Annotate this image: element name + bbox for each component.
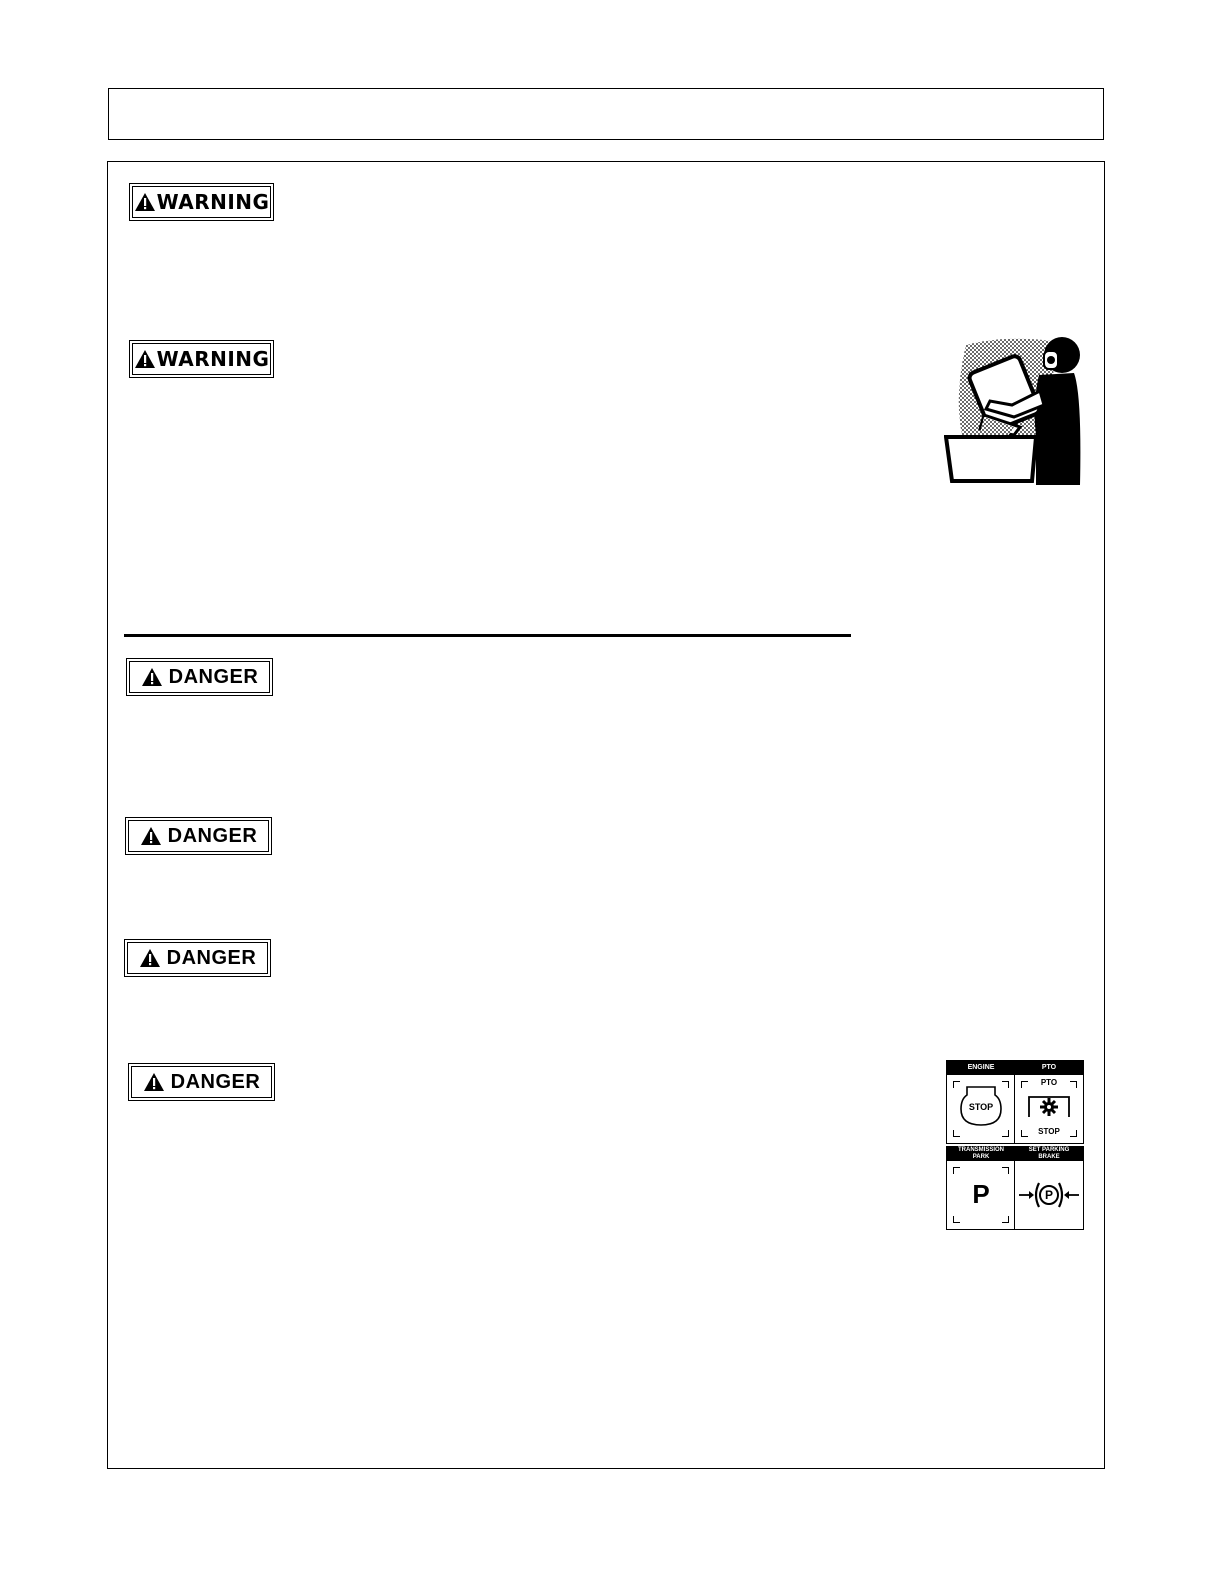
parking-brake-label: P [1044,1188,1053,1202]
parking-brake-caption: SET PARKING BRAKE [1015,1147,1083,1161]
danger-sign-4 [128,1063,275,1101]
parking-brake-cell [1014,1146,1084,1230]
danger-sign-2 [125,817,272,855]
warning-triangle-icon [143,1072,165,1092]
page-header-box [108,88,1104,140]
warning-triangle-icon [134,349,156,369]
warning-sign-1 [129,183,274,221]
danger-sign-1 [126,658,273,696]
danger-label: DANGER [168,665,259,688]
warning-triangle-icon [141,667,163,687]
warning-triangle-icon [139,948,161,968]
shutdown-controls-panel [946,1060,1084,1230]
warning-triangle-icon [134,192,156,212]
transmission-park-label: P [972,1179,990,1209]
pto-top-label: PTO [1040,1078,1058,1087]
engine-caption: ENGINE [947,1061,1015,1075]
danger-label: DANGER [166,946,257,969]
pto-stop-label: STOP [1038,1127,1060,1136]
pto-stop-cell [1014,1060,1084,1144]
warning-sign-2 [129,340,274,378]
warning-triangle-icon [140,826,162,846]
engine-stop-cell [946,1060,1016,1144]
transmission-caption: TRANSMISSION PARK [947,1147,1015,1161]
danger-sign-3 [124,939,271,977]
respirator-chemical-handling-illustration [944,335,1084,487]
section-divider [124,634,851,637]
warning-label: WARNING [156,190,270,214]
pto-caption: PTO [1015,1061,1083,1075]
danger-label: DANGER [170,1070,261,1093]
warning-label: WARNING [156,347,270,371]
engine-stop-label: STOP [968,1102,994,1112]
danger-label: DANGER [167,824,258,847]
transmission-park-cell [946,1146,1016,1230]
